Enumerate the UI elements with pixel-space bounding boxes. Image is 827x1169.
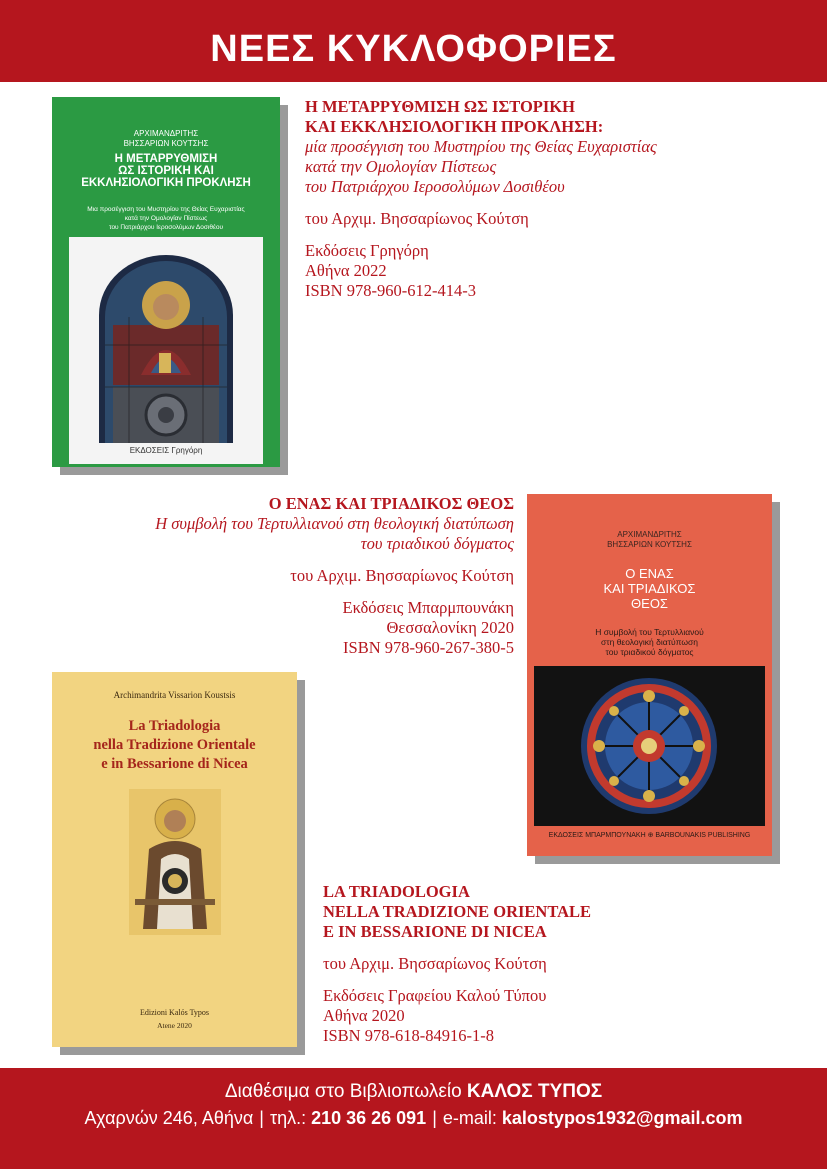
book-isbn: ISBN 978-618-84916-1-8 bbox=[323, 1026, 494, 1045]
book-2-details bbox=[20, 494, 514, 658]
cover-author: Archimandrita Vissarion Koustsis bbox=[113, 690, 236, 700]
phone-number: 210 36 26 091 bbox=[311, 1108, 427, 1128]
cover-publisher: Edizioni Kalós Typos bbox=[139, 1008, 210, 1017]
book-author: του Αρχιμ. Βησσαρίωνος Κούτση bbox=[305, 209, 529, 228]
email-address[interactable]: kalostypos1932@gmail.com bbox=[501, 1108, 743, 1128]
book-publisher: Εκδόσεις Γρηγόρη bbox=[305, 241, 429, 260]
availability-line: Διαθέσιμα στο Βιβλιοπωλείο ΚΑΛΟΣ ΤΥΠΟΣ bbox=[224, 1081, 603, 1102]
book-cover-2 bbox=[527, 494, 772, 856]
book-subtitle: Η συμβολή του Τερτυλλιανού στη θεολογική διατύπωση bbox=[155, 514, 514, 533]
cover-title: La Triadologia nella Tradizione Orientale e in Bessarione di Nicea bbox=[93, 718, 256, 772]
cover-publisher: ΕΚΔΟΣΕΙΣ ΜΠΑΡΜΠΟΥΝΑΚΗ ⊕ BARBOUNAKIS PUBLISHING bbox=[548, 832, 751, 839]
book-publisher: Εκδόσεις Μπαρμπουνάκη bbox=[342, 598, 514, 617]
cover-author: ΑΡΧΙΜΑΝΔΡΙΤΗΣ ΒΗΣΣΑΡΙΩΝ ΚΟΥΤΣΗΣ bbox=[607, 530, 692, 549]
cover-place-year: Atene 2020 bbox=[157, 1021, 192, 1030]
cover-subtitle: Μια προσέγγιση του Μυστηρίου της Θείας Ευχαριστίας κατά την Ομολογίαν Πίστεως του Πατριάρχου Ιεροσολύμων Δοσιθέου bbox=[87, 206, 245, 231]
book-place-year: Αθήνα 2022 bbox=[305, 261, 387, 280]
stained-glass-christ-image bbox=[99, 255, 233, 443]
address: Αχαρνών 246, Αθήνα bbox=[84, 1108, 254, 1128]
footer bbox=[0, 1068, 827, 1169]
book-title: Η ΜΕΤΑΡΡΥΘΜΙΣΗ ΩΣ ΙΣΤΟΡΙΚΗ bbox=[305, 97, 575, 116]
book-3-details bbox=[323, 882, 803, 1046]
book-subtitle: μία προσέγγιση του Μυστηρίου της Θείας Ευχαριστίας bbox=[305, 137, 657, 156]
book-place-year: Αθήνα 2020 bbox=[323, 1006, 405, 1025]
cover-subtitle: Η συμβολή του Τερτυλλιανού στη θεολογική διατύπωση του τριαδικού δόγματος bbox=[595, 627, 704, 657]
icon-image bbox=[129, 789, 221, 935]
book-subtitle: του Πατριάρχου Ιεροσολύμων Δοσιθέου bbox=[305, 177, 565, 196]
book-title: LA TRIADOLOGIA bbox=[323, 882, 470, 901]
book-author: του Αρχιμ. Βησσαρίωνος Κούτση bbox=[323, 954, 547, 973]
contact-line: Αχαρνών 246, Αθήνα | τηλ.: 210 36 26 091 | e-mail: kalostypos1932@gmail.com bbox=[84, 1108, 743, 1128]
book-cover-1 bbox=[52, 97, 280, 467]
book-title: ΚΑΙ ΕΚΚΛΗΣΙΟΛΟΓΙΚΗ ΠΡΟΚΛΗΣΗ: bbox=[305, 117, 604, 136]
cover-title: Η ΜΕΤΑΡΡΥΘΜΙΣΗ ΩΣ ΙΣΤΟΡΙΚΗ ΚΑΙ ΕΚΚΛΗΣΙΟΛΟΓΙΚΗ ΠΡΟΚΛΗΣΗ bbox=[81, 153, 251, 189]
book-title: NELLA TRADIZIONE ORIENTALE bbox=[323, 902, 592, 921]
book-isbn: ISBN 978-960-267-380-5 bbox=[343, 638, 514, 657]
store-name: ΚΑΛΟΣ ΤΥΠΟΣ bbox=[466, 1081, 603, 1102]
cover-title: Ο ΕΝΑΣ ΚΑΙ ΤΡΙΑΔΙΚΟΣ ΘΕΟΣ bbox=[603, 566, 696, 611]
book-publisher: Εκδόσεις Γραφείου Καλού Τύπου bbox=[323, 986, 547, 1005]
cover-publisher: ΕΚΔΟΣΕΙΣ Γρηγόρη bbox=[129, 446, 203, 455]
book-author: του Αρχιμ. Βησσαρίωνος Κούτση bbox=[290, 566, 514, 585]
cover-author: ΑΡΧΙΜΑΝΔΡΙΤΗΣ ΒΗΣΣΑΡΙΩΝ ΚΟΥΤΣΗΣ bbox=[123, 129, 209, 148]
book-cover-3 bbox=[52, 672, 297, 1047]
rose-window-image bbox=[579, 676, 719, 816]
page-title: ΝΕΕΣ ΚΥΚΛΟΦΟΡΙΕΣ bbox=[0, 0, 827, 82]
book-title: E IN BESSARIONE DI NICEA bbox=[323, 922, 547, 941]
book-1-details bbox=[305, 97, 805, 301]
book-subtitle: του τριαδικού δόγματος bbox=[360, 534, 514, 553]
book-isbn: ISBN 978-960-612-414-3 bbox=[305, 281, 476, 300]
book-place-year: Θεσσαλονίκη 2020 bbox=[386, 618, 514, 637]
book-title: Ο ΕΝΑΣ ΚΑΙ ΤΡΙΑΔΙΚΟΣ ΘΕΟΣ bbox=[268, 494, 514, 513]
book-subtitle: κατά την Ομολογίαν Πίστεως bbox=[305, 157, 497, 176]
